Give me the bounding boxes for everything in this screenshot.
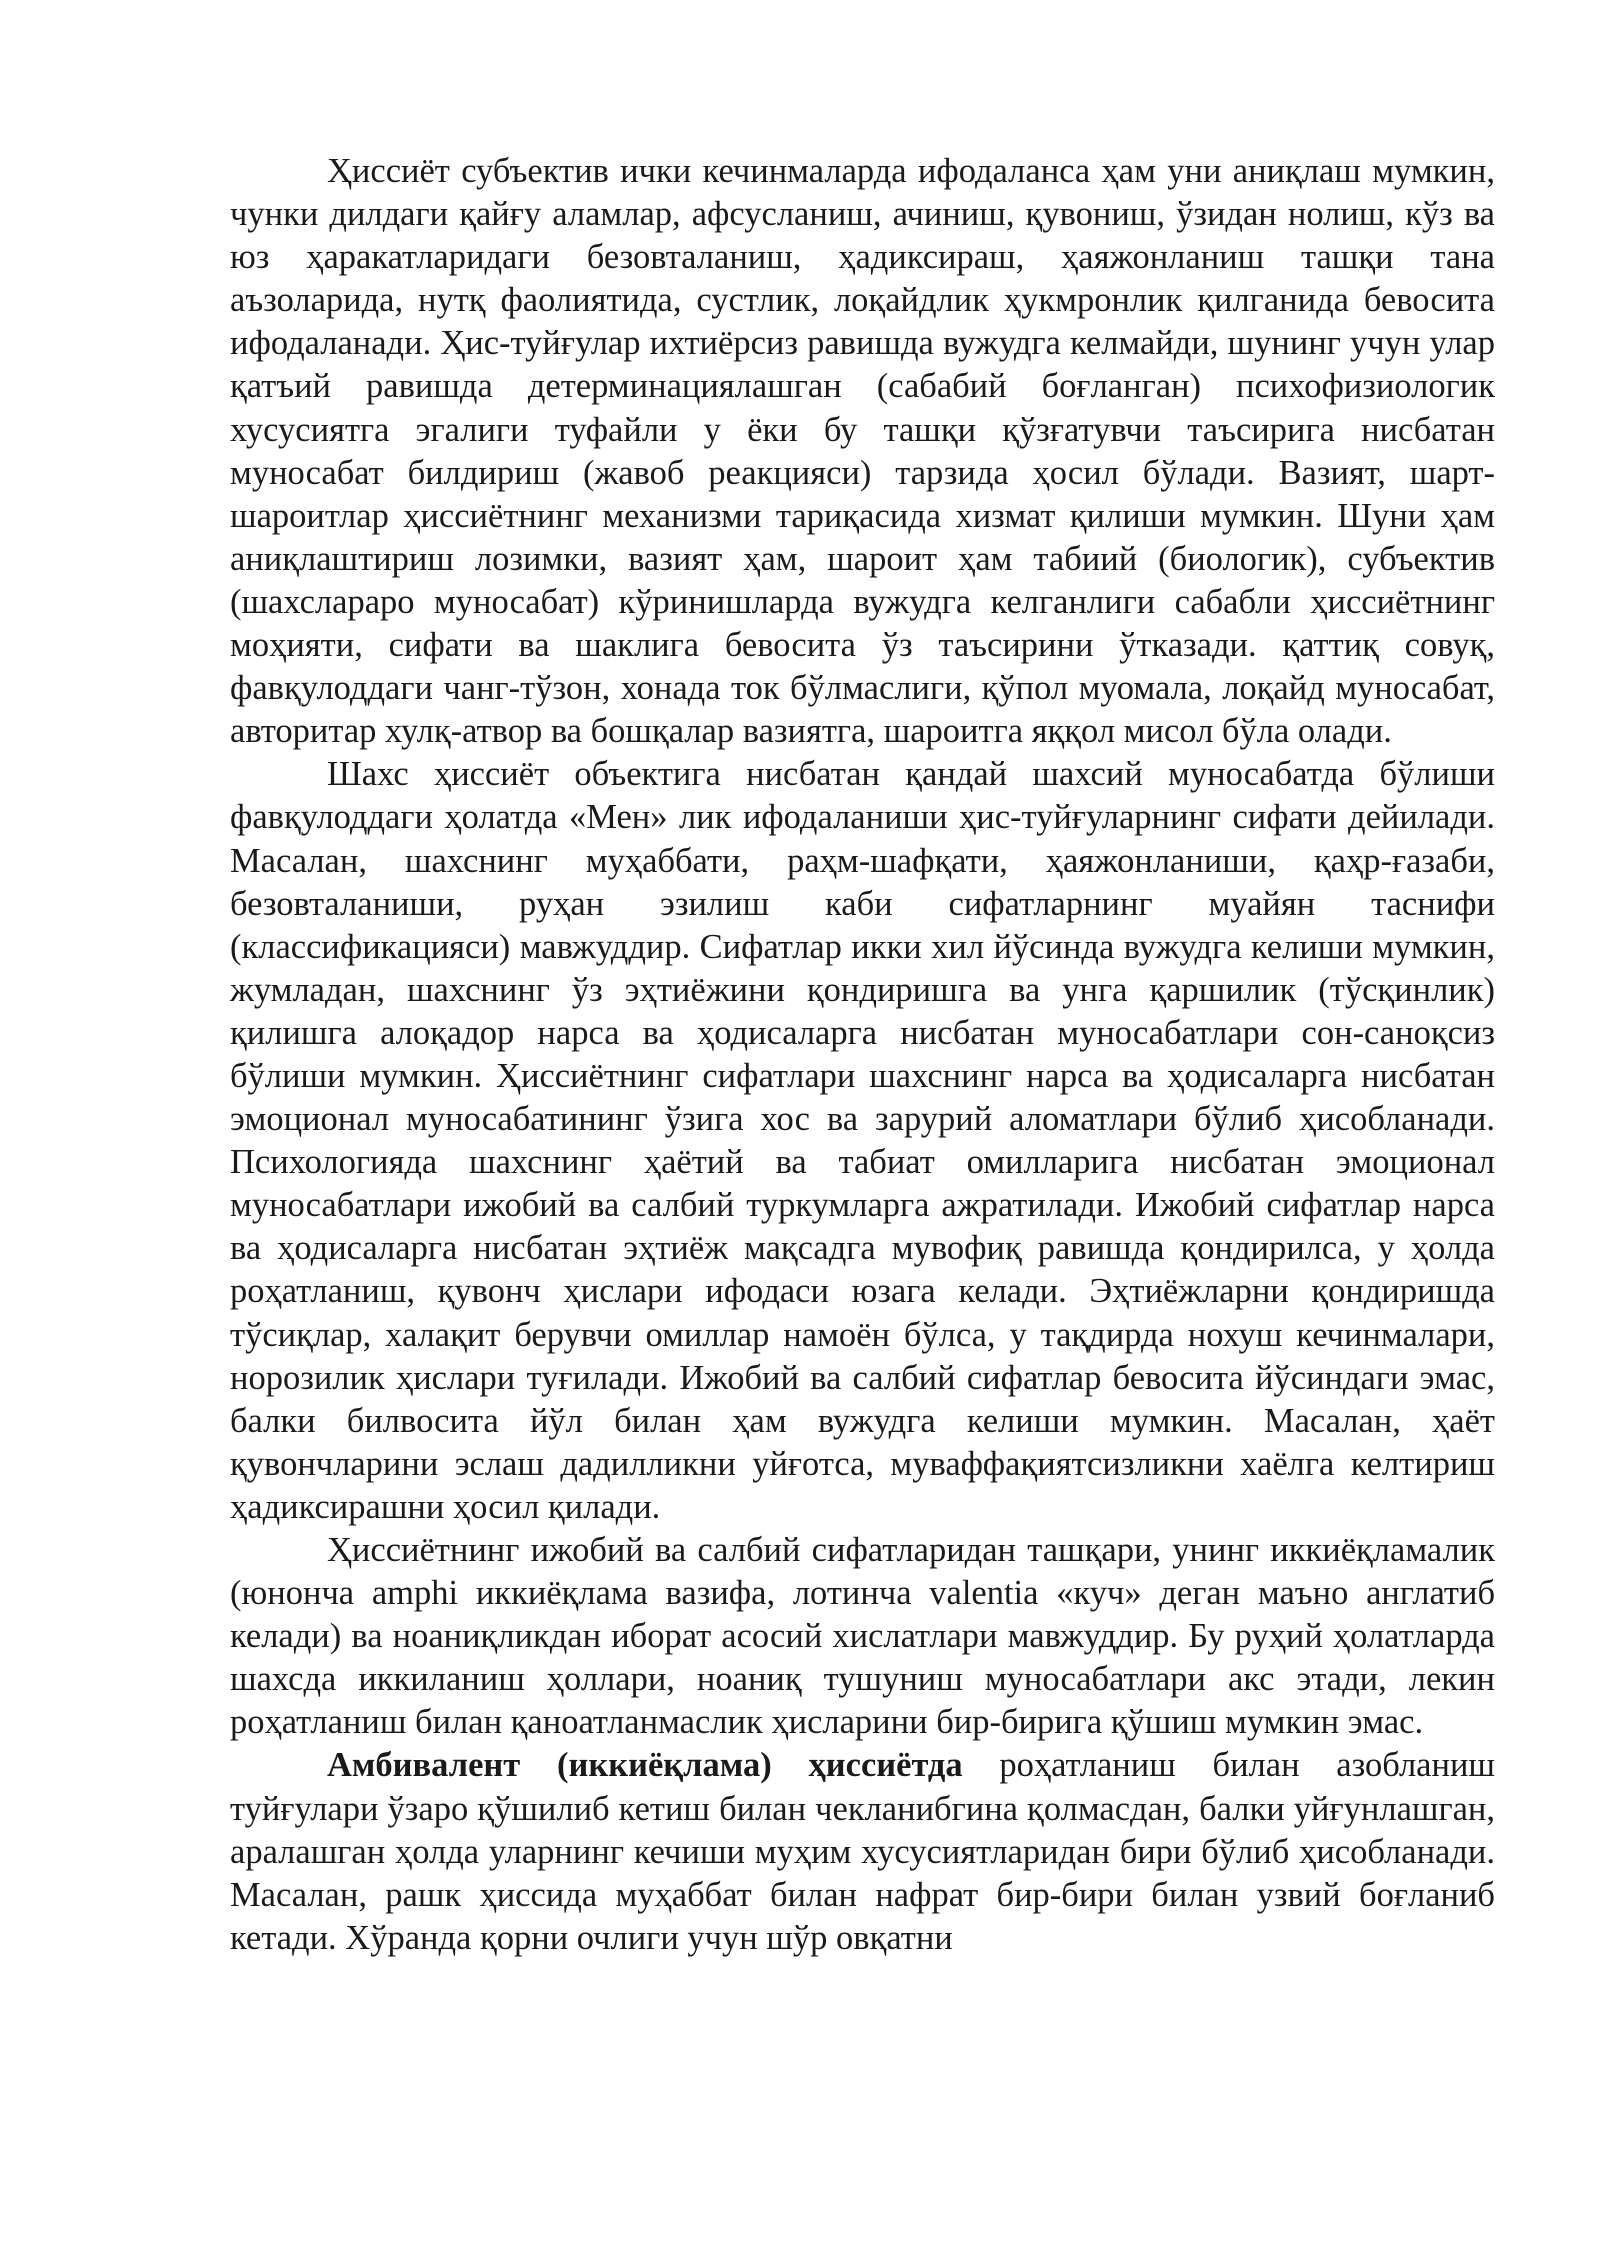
paragraph-2-text: Шахс ҳиссиёт объектига нисбатан қандай шахсий муносабатда бўлиши фавқулоддаги ҳолатда «Мен» лик ифодаланиши ҳис-туйғуларнинг сифати дейилади. Масалан, шахснинг муҳаббати, раҳм-шафқати, ҳаяжонланиши, қаҳр-ғазаби, безовталаниши, руҳан эзилиш каби сифатларнинг муайян таснифи (классификацияси) мавжуддир. Сифатлар икки хил йўсинда вужудга келиши мумкин, жумладан, шахснинг ўз эҳтиёжини қондиришга ва унга қаршилик (тўсқинлик) қилишга алоқадор нарса ва ҳодисаларга нисбатан муносабатлари сон-саноқсиз бўлиши мумкин. Ҳиссиётнинг сифатлари шахснинг нарса ва ҳодисаларга нисбатан эмоционал муносабатининг ўзига хос ва зарурий аломатлари бўлиб ҳисобланади. Психологияда шахснинг ҳаётий ва табиат омилларига нисбатан эмоционал муносабатлари ижобий ва салбий туркумларга ажратилади. Ижобий сифатлар нарса ва ҳодисаларга нисбатан эҳтиёж мақсадга мувофиқ равишда қондирилса, у ҳолда роҳатланиш, қувонч ҳислари ифодаси юзага келади. Эҳтиёжларни қондиришда тўсиқлар, халақит берувчи омиллар намоён бўлса, у тақдирда нохуш кечинмалари, норозилик ҳислари туғилади. Ижобий ва салбий сифатлар бевосита йўсиндаги эмас, балки билвосита йўл билан ҳам вужудга келиши мумкин. Масалан, ҳаёт қувончларини эслаш дадилликни уйғотса, муваффақиятсизликни хаёлга келтириш ҳадиксирашни ҳосил қилади. — [230, 755, 1495, 1526]
paragraph-3 — [230, 1529, 1495, 1744]
document-page — [230, 150, 1495, 1960]
paragraph-4-text: роҳатланиш билан азобланиш туйғулари ўзаро қўшилиб кетиш билан чекланибгина қолмасдан, балки уйғунлашган, аралашган ҳолда уларнинг кечиши муҳим хусусиятларидан бири бўлиб ҳисобланади. Масалан, рашк ҳиссида муҳаббат билан нафрат бир-бири билан узвий боғланиб кетади. Хўранда қорни очлиги учун шўр овқатни — [230, 1746, 1495, 1957]
paragraph-4-bold-term: Амбивалент (иккиёқлама) ҳиссиётда — [327, 1746, 963, 1785]
paragraph-1-text: Ҳиссиёт субъектив ички кечинмаларда ифодаланса ҳам уни аниқлаш мумкин, чунки дилдаги қайғу аламлар, афсусланиш, ачиниш, қувониш, ўзидан нолиш, кўз ва юз ҳаракатларидаги безовталаниш, ҳадиксираш, ҳаяжонланиш ташқи тана аъзоларида, нутқ фаолиятида, сустлик, лоқайдлик ҳукмронлик қилганида бевосита ифодаланади. Ҳис-туйғулар ихтиёрсиз равишда вужудга келмайди, шунинг учун улар қатъий равишда детерминациялашган (сабабий боғланган) психофизиологик хусусиятга эгалиги туфайли у ёки бу ташқи қўзғатувчи таъсирига нисбатан муносабат билдириш (жавоб реакцияси) тарзида ҳосил бўлади. Вазият, шарт-шароитлар ҳиссиётнинг механизми тариқасида хизмат қилиши мумкин. Шуни ҳам аниқлаштириш лозимки, вазият ҳам, шароит ҳам табиий (биологик), субъектив (шахслараро муносабат) кўринишларда вужудга келганлиги сабабли ҳиссиётнинг моҳияти, сифати ва шаклига бевосита ўз таъсирини ўтказади. қаттиқ совуқ, фавқулоддаги чанг-тўзон, хонада ток бўлмаслиги, қўпол муомала, лоқайд муносабат, авторитар хулқ-атвор ва бошқалар вазиятга, шароитга яққол мисол бўла олади. — [230, 152, 1495, 751]
paragraph-3-text: Ҳиссиётнинг ижобий ва салбий сифатларидан ташқари, унинг иккиёқламалик (юнонча amphi иккиёқлама вазифа, лотинча valentia «куч» деган маъно англатиб келади) ва ноаниқликдан иборат асосий хислатлари мавжуддир. Бу руҳий ҳолатларда шахсда иккиланиш ҳоллари, ноаниқ тушуниш муносабатлари акс этади, лекин роҳатланиш билан қаноатланмаслик ҳисларини бир-бирига қўшиш мумкин эмас. — [230, 1531, 1495, 1742]
paragraph-2 — [230, 753, 1495, 1529]
paragraph-1 — [230, 150, 1495, 753]
paragraph-4 — [230, 1744, 1495, 1959]
